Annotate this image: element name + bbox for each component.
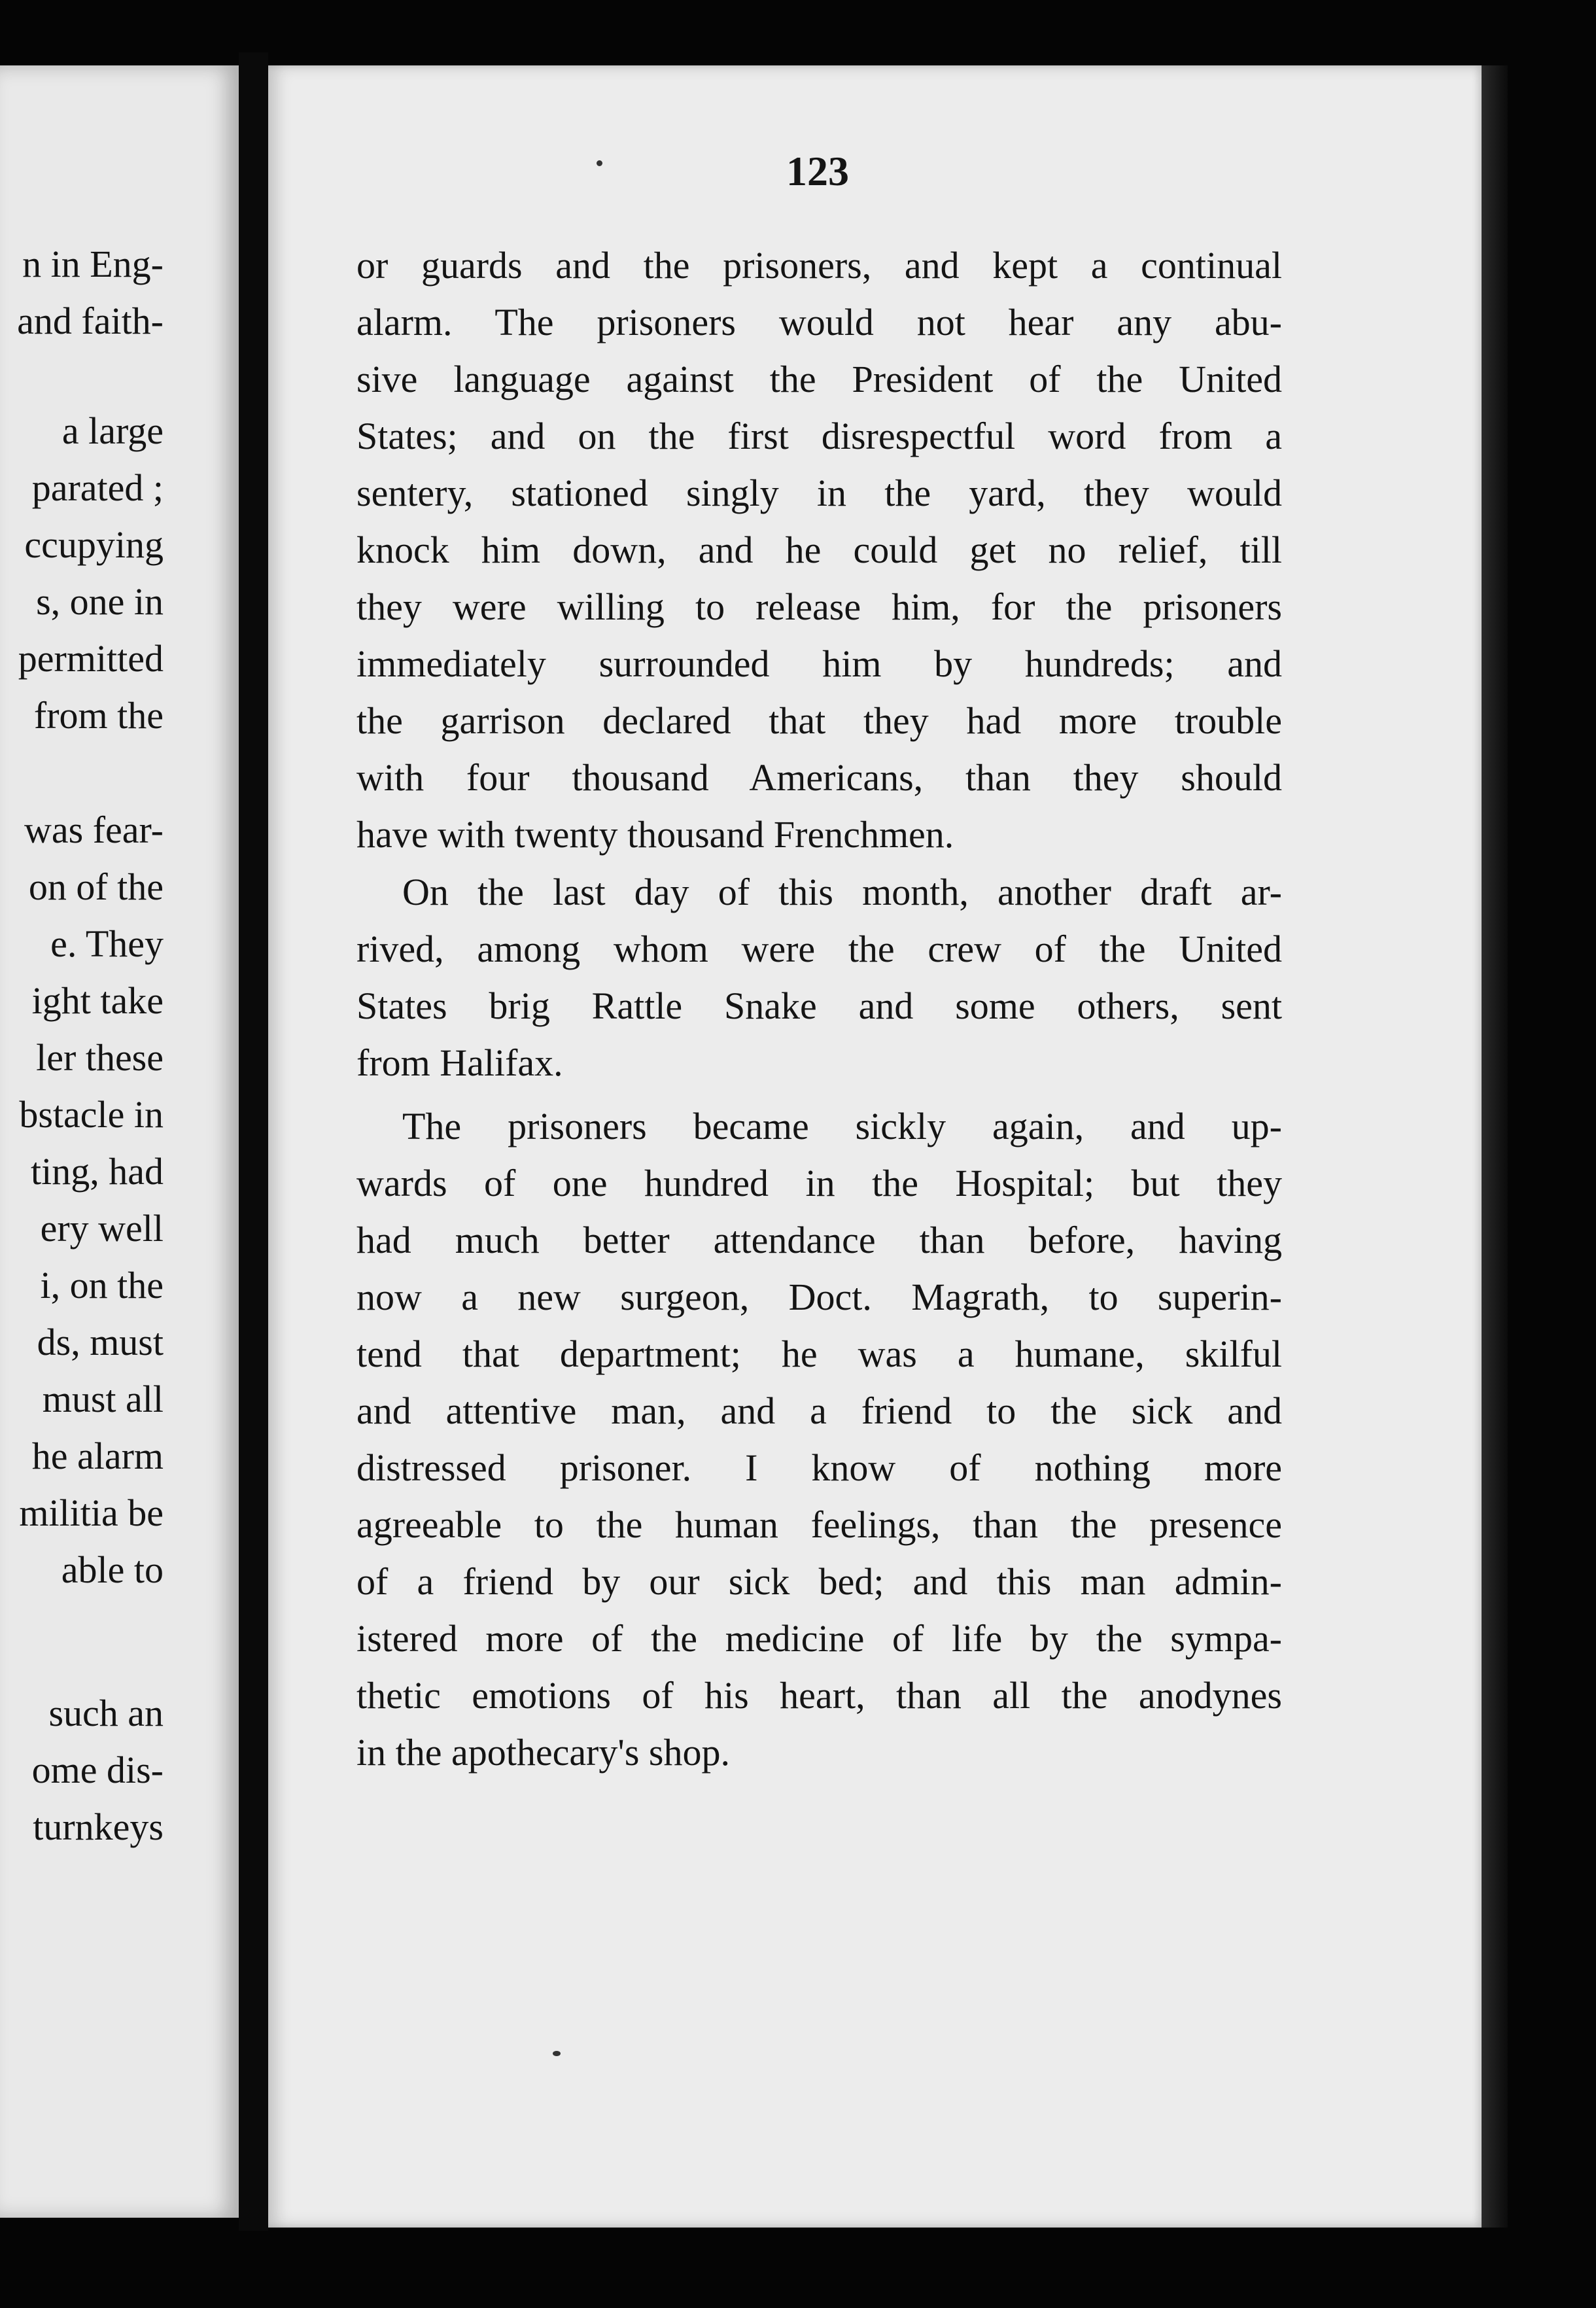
left-fragment: able to <box>61 1548 164 1591</box>
page-number: 123 <box>786 148 849 194</box>
text-line: istered more of the medicine of life by the sympa- <box>356 1617 1282 1660</box>
left-fragment: ler these <box>36 1036 164 1079</box>
text-line: the garrison declared that they had more trouble <box>356 699 1282 742</box>
left-fragment: turnkeys <box>33 1806 164 1848</box>
text-line: States; and on the first disrespectful word from a <box>356 415 1282 457</box>
left-fragment: ery well <box>40 1207 164 1250</box>
text-line: sentery, stationed singly in the yard, they would <box>356 472 1282 514</box>
text-line: now a new surgeon, Doct. Magrath, to superin- <box>356 1276 1282 1318</box>
left-fragment: ds, must <box>37 1321 164 1363</box>
text-line: alarm. The prisoners would not hear any abu- <box>356 301 1282 343</box>
text-line: and attentive man, and a friend to the sick and <box>356 1390 1282 1432</box>
left-fragment: e. They <box>50 922 164 965</box>
text-line: thetic emotions of his heart, than all the anodynes <box>356 1674 1282 1717</box>
text-line: of a friend by our sick bed; and this man admin- <box>356 1560 1282 1603</box>
text-line: from Halifax. <box>356 1041 563 1084</box>
ink-speck <box>597 160 602 166</box>
ink-speck <box>553 2051 561 2056</box>
left-fragment: ccupying <box>24 523 164 566</box>
text-line: distressed prisoner. I know of nothing more <box>356 1446 1282 1489</box>
left-fragment: a large <box>61 410 164 452</box>
text-line: rived, among whom were the crew of the United <box>356 928 1282 970</box>
left-page-edge <box>0 65 241 2218</box>
paragraph-2 <box>356 864 1282 1091</box>
text-line: immediately surrounded him by hundreds; and <box>356 642 1282 685</box>
text-line: with four thousand Americans, than they should <box>356 756 1282 799</box>
text-line: have with twenty thousand Frenchmen. <box>356 813 954 856</box>
left-fragment: militia be <box>19 1492 164 1534</box>
left-fragment: was fear- <box>24 809 164 851</box>
left-fragment: bstacle in <box>19 1093 164 1136</box>
text-line: they were willing to release him, for the prisoners <box>356 586 1282 628</box>
text-line: knock him down, and he could get no relief, till <box>356 529 1282 571</box>
text-line: had much better attendance than before, having <box>356 1219 1282 1261</box>
left-fragment: n in Eng- <box>22 243 164 285</box>
left-fragment: ting, had <box>31 1150 164 1193</box>
book-gutter <box>239 52 268 2231</box>
text-line: in the apothecary's shop. <box>356 1731 730 1774</box>
text-line: wards of one hundred in the Hospital; but they <box>356 1162 1282 1204</box>
left-fragment: and faith- <box>17 300 164 342</box>
left-fragment: s, one in <box>36 580 164 623</box>
left-fragment: such an <box>48 1692 164 1734</box>
left-fragment: he alarm <box>31 1435 164 1477</box>
text-line: or guards and the prisoners, and kept a continual <box>356 244 1282 287</box>
left-fragment: parated ; <box>31 466 164 509</box>
paragraph-1 <box>356 237 1282 863</box>
paragraph-3 <box>356 1098 1282 1781</box>
left-fragment: from the <box>33 694 164 737</box>
left-fragment: ight take <box>31 979 164 1022</box>
text-line: tend that department; he was a humane, skilful <box>356 1333 1282 1375</box>
left-fragment: ome dis- <box>31 1749 164 1791</box>
text-line: On the last day of this month, another draft ar- <box>402 871 1282 913</box>
left-fragment: i, on the <box>40 1264 164 1306</box>
text-line: States brig Rattle Snake and some others, sent <box>356 985 1282 1027</box>
left-fragment: permitted <box>18 637 164 680</box>
left-fragment: must all <box>42 1378 164 1420</box>
page-edge-shadow <box>1482 65 1508 2228</box>
text-line: sive language against the President of the United <box>356 358 1282 400</box>
text-line: The prisoners became sickly again, and up- <box>402 1105 1282 1147</box>
text-line: agreeable to the human feelings, than the presence <box>356 1503 1282 1546</box>
left-fragment: on of the <box>28 866 164 908</box>
